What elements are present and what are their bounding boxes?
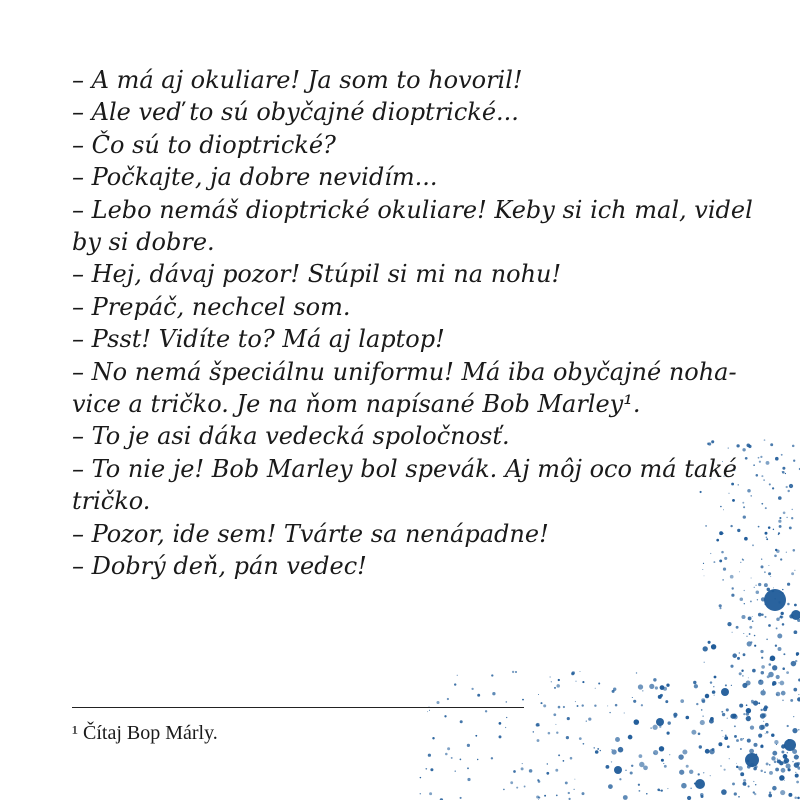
- dialogue-line: tričko.: [72, 487, 151, 516]
- dialogue-line: vice a tričko. Je na ňom napísané Bob Marley¹.: [72, 390, 641, 419]
- dialogue-line: – To je asi dáka vedecká spoločnosť.: [72, 422, 510, 451]
- footnote: ¹ Čítaj Bop Márly.: [72, 722, 218, 744]
- dialogue-line: – Prepáč, nechcel som.: [72, 292, 351, 321]
- dialogue-line: – No nemá špeciálnu uniformu! Má iba obyčajné noha-: [72, 357, 737, 386]
- dialogue-line: – To nie je! Bob Marley bol spevák. Aj môj oco má také: [72, 454, 737, 483]
- dialogue-line: – A má aj okuliare! Ja som to hovoril!: [72, 66, 523, 94]
- dialogue-line: – Dobrý deň, pán vedec!: [72, 552, 367, 581]
- dialogue-line: – Pozor, ide sem! Tvárte sa nenápadne!: [72, 519, 549, 548]
- dialogue-line: – Počkajte, ja dobre nevidím...: [72, 163, 438, 192]
- dialogue-text: [72, 64, 753, 583]
- dialogue-line: – Ale veď to sú obyčajné dioptrické...: [72, 98, 519, 127]
- dialogue-line: – Psst! Vidíte to? Má aj laptop!: [72, 325, 445, 354]
- dialogue-line: by si dobre.: [72, 228, 215, 257]
- dialogue-line: – Hej, dávaj pozor! Stúpil si mi na nohu!: [72, 260, 562, 289]
- dialogue-line: – Lebo nemáš dioptrické okuliare! Keby si ich mal, videl: [72, 195, 753, 224]
- dialogue-line: – Čo sú to dioptrické?: [72, 130, 336, 159]
- footnote-separator: [72, 707, 524, 708]
